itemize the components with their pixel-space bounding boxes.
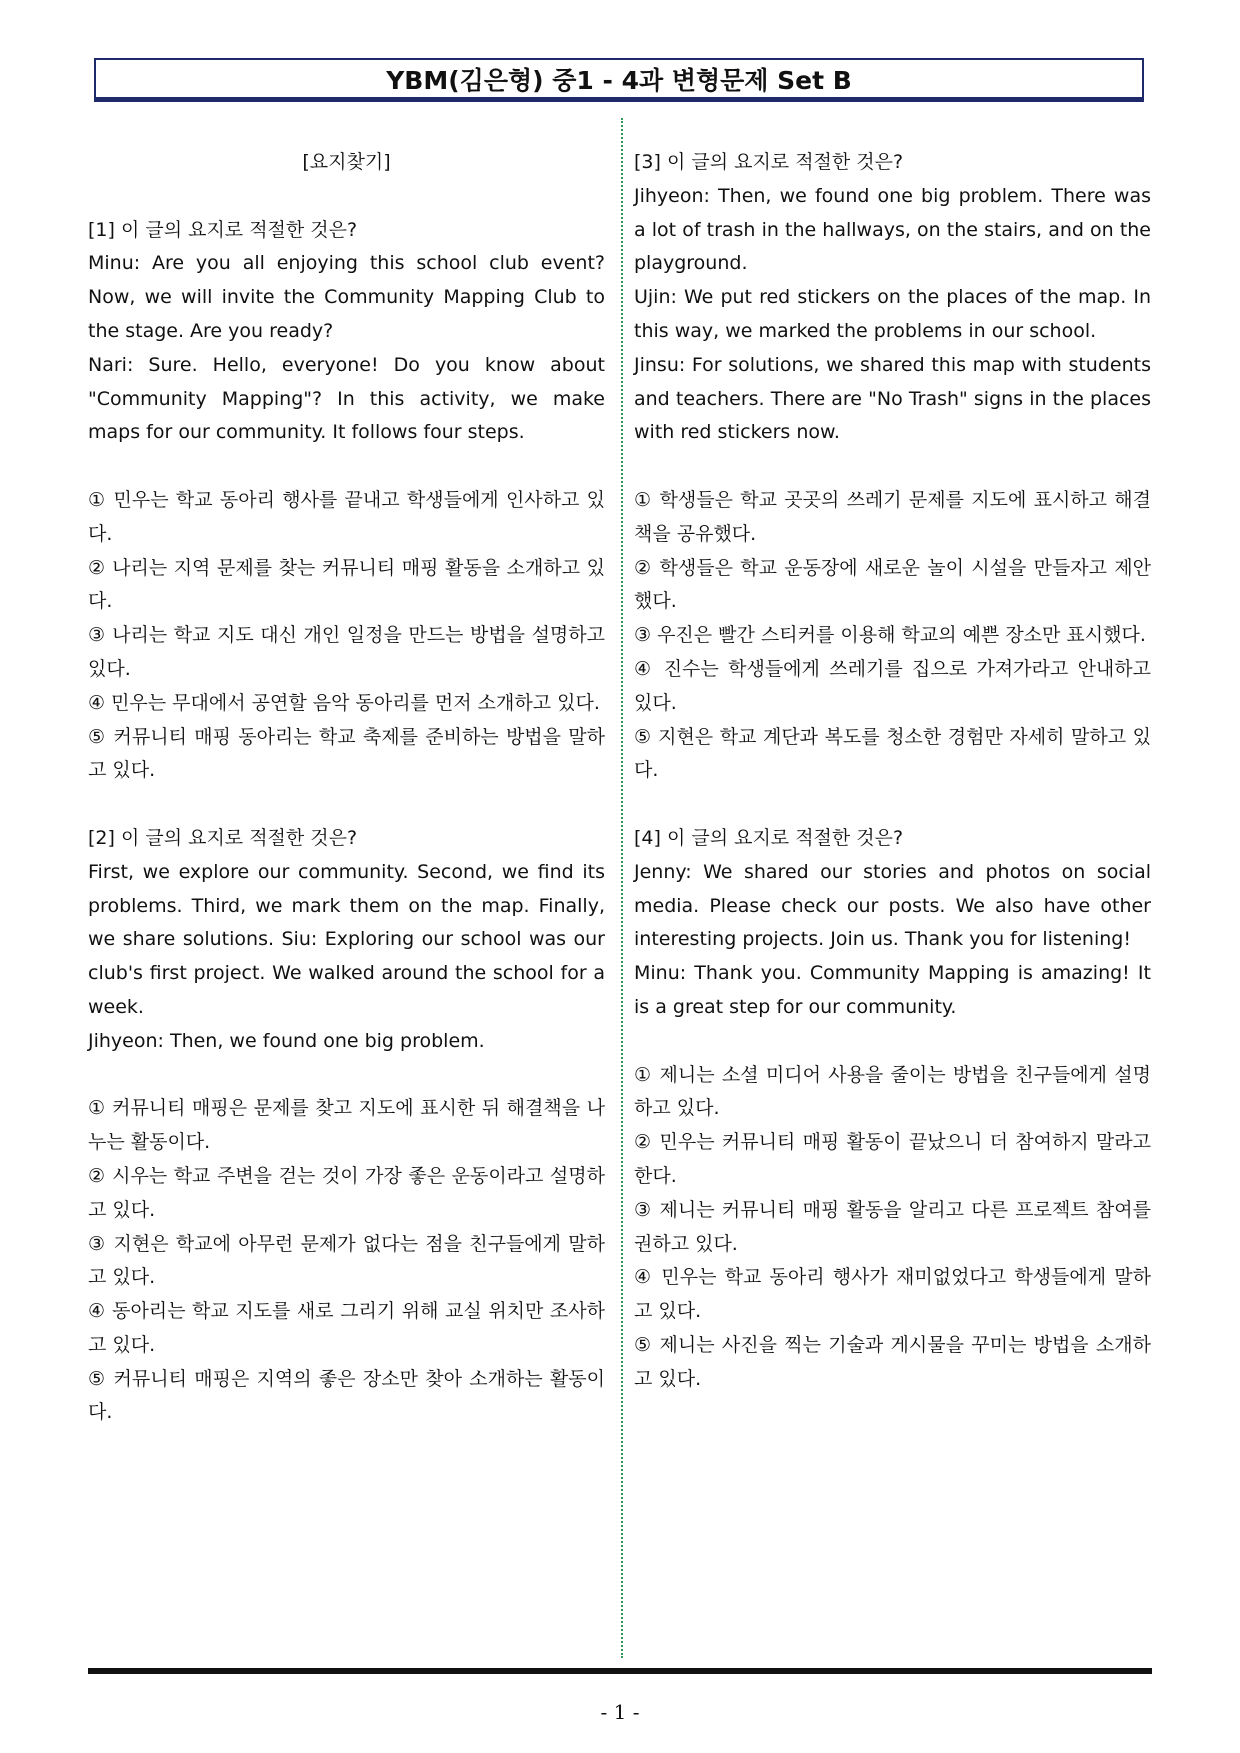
passage-paragraph: First, we explore our community. Second, we find its problems. Third, we mark them on the map. Finally, we share solutions. Siu: Exploring our school was our club's first project. We walked around the school for a week. xyxy=(88,860,605,1018)
answer-option[interactable]: ② 학생들은 학교 운동장에 새로운 놀이 시설을 만들자고 제안했다. xyxy=(634,556,1151,613)
answer-option[interactable]: ③ 지현은 학교에 아무런 문제가 없다는 점을 친구들에게 말하고 있다. xyxy=(88,1232,605,1289)
answer-option[interactable]: ④ 동아리는 학교 지도를 새로 그리기 위해 교실 위치만 조사하고 있다. xyxy=(88,1300,605,1356)
answer-option[interactable]: ⑤ 커뮤니티 매핑은 지역의 좋은 장소만 찾아 소개하는 활동이다. xyxy=(88,1367,605,1424)
passage-paragraph: Jihyeon: Then, we found one big problem. xyxy=(88,1029,485,1052)
page-title: YBM(김은형) 중1 - 4과 변형문제 Set B xyxy=(386,65,852,95)
question-2 xyxy=(88,822,605,1430)
question-label: [1] 이 글의 요지로 적절한 것은? xyxy=(88,218,358,241)
question-4 xyxy=(634,822,1151,1397)
answer-option[interactable]: ⑤ 지현은 학교 계단과 복도를 청소한 경험만 자세히 말하고 있다. xyxy=(634,725,1151,782)
passage-paragraph: Minu: Are you all enjoying this school club event? Now, we will invite the Community Mapping Club to the stage. Are you ready? xyxy=(88,252,605,342)
spacer xyxy=(88,180,605,214)
answer-option[interactable]: ④ 민우는 무대에서 공연할 음악 동아리를 먼저 소개하고 있다. xyxy=(88,691,600,714)
page-number: - 1 - xyxy=(600,1700,640,1724)
left-column xyxy=(88,146,605,1430)
question-passage xyxy=(634,856,1151,1025)
answer-option[interactable]: ③ 우진은 빨간 스티커를 이용해 학교의 예쁜 장소만 표시했다. xyxy=(634,624,1146,647)
question-passage xyxy=(88,247,605,450)
answer-option[interactable]: ③ 제니는 커뮤니티 매핑 활동을 알리고 다른 프로젝트 참여를 권하고 있다. xyxy=(634,1198,1151,1255)
passage-paragraph: Jihyeon: Then, we found one big problem. There was a lot of trash in the hallways, on the stairs, and on the playground. xyxy=(634,184,1151,275)
passage-paragraph: Jinsu: For solutions, we shared this map with students and teachers. There are "No Trash" signs in the places with red stickers now. xyxy=(634,353,1151,444)
title-box xyxy=(94,58,1144,102)
question-passage xyxy=(88,856,605,1059)
answer-option[interactable]: ④ 민우는 학교 동아리 행사가 재미없었다고 학생들에게 말하고 있다. xyxy=(634,1266,1151,1323)
question-3 xyxy=(634,146,1151,788)
passage-paragraph: Jenny: We shared our stories and photos on social media. Please check our posts. We also have other interesting projects. Join us. Thank you for listening! xyxy=(634,860,1151,951)
question-label: [2] 이 글의 요지로 적절한 것은? xyxy=(88,826,358,849)
question-passage xyxy=(634,180,1151,450)
answer-option[interactable]: ④ 진수는 학생들에게 쓰레기를 집으로 가져가라고 안내하고 있다. xyxy=(634,657,1151,714)
spacer xyxy=(634,1025,1151,1059)
column-divider xyxy=(621,118,623,1658)
spacer xyxy=(88,788,605,822)
passage-paragraph: Minu: Thank you. Community Mapping is amazing! It is a great step for our community. xyxy=(634,962,1151,1018)
passage-paragraph: Nari: Sure. Hello, everyone! Do you know about "Community Mapping"? In this activity, we make maps for our community. It follows four steps. xyxy=(88,353,605,444)
answer-option[interactable]: ① 제니는 소셜 미디어 사용을 줄이는 방법을 친구들에게 설명하고 있다. xyxy=(634,1063,1151,1120)
answer-option[interactable]: ⑤ 제니는 사진을 찍는 기술과 게시물을 꾸미는 방법을 소개하고 있다. xyxy=(634,1333,1151,1390)
spacer xyxy=(634,788,1151,822)
answer-option[interactable]: ① 커뮤니티 매핑은 문제를 찾고 지도에 표시한 뒤 해결책을 나누는 활동이다. xyxy=(88,1097,605,1154)
spacer xyxy=(634,450,1151,484)
answer-option[interactable]: ② 시우는 학교 주변을 걷는 것이 가장 좋은 운동이라고 설명하고 있다. xyxy=(88,1164,605,1221)
footer-rule xyxy=(88,1668,1152,1674)
spacer xyxy=(88,1059,605,1093)
section-label: [요지찾기] xyxy=(302,151,391,173)
answer-option[interactable]: ⑤ 커뮤니티 매핑 동아리는 학교 축제를 준비하는 방법을 말하고 있다. xyxy=(88,725,605,782)
answer-option[interactable]: ③ 나리는 학교 지도 대신 개인 일정을 만드는 방법을 설명하고 있다. xyxy=(88,624,605,680)
question-label: [3] 이 글의 요지로 적절한 것은? xyxy=(634,151,904,173)
question-1 xyxy=(88,214,605,789)
passage-paragraph: Ujin: We put red stickers on the places of the map. In this way, we marked the problems in our school. xyxy=(634,286,1151,342)
answer-option[interactable]: ② 민우는 커뮤니티 매핑 활동이 끝났으니 더 참여하지 말라고 한다. xyxy=(634,1131,1151,1187)
answer-option[interactable]: ① 학생들은 학교 곳곳의 쓰레기 문제를 지도에 표시하고 해결책을 공유했다. xyxy=(634,488,1151,545)
question-label: [4] 이 글의 요지로 적절한 것은? xyxy=(634,826,904,849)
spacer xyxy=(88,450,605,484)
answer-option[interactable]: ① 민우는 학교 동아리 행사를 끝내고 학생들에게 인사하고 있다. xyxy=(88,488,605,545)
answer-option[interactable]: ② 나리는 지역 문제를 찾는 커뮤니티 매핑 활동을 소개하고 있다. xyxy=(88,556,605,613)
right-column xyxy=(634,146,1151,1396)
